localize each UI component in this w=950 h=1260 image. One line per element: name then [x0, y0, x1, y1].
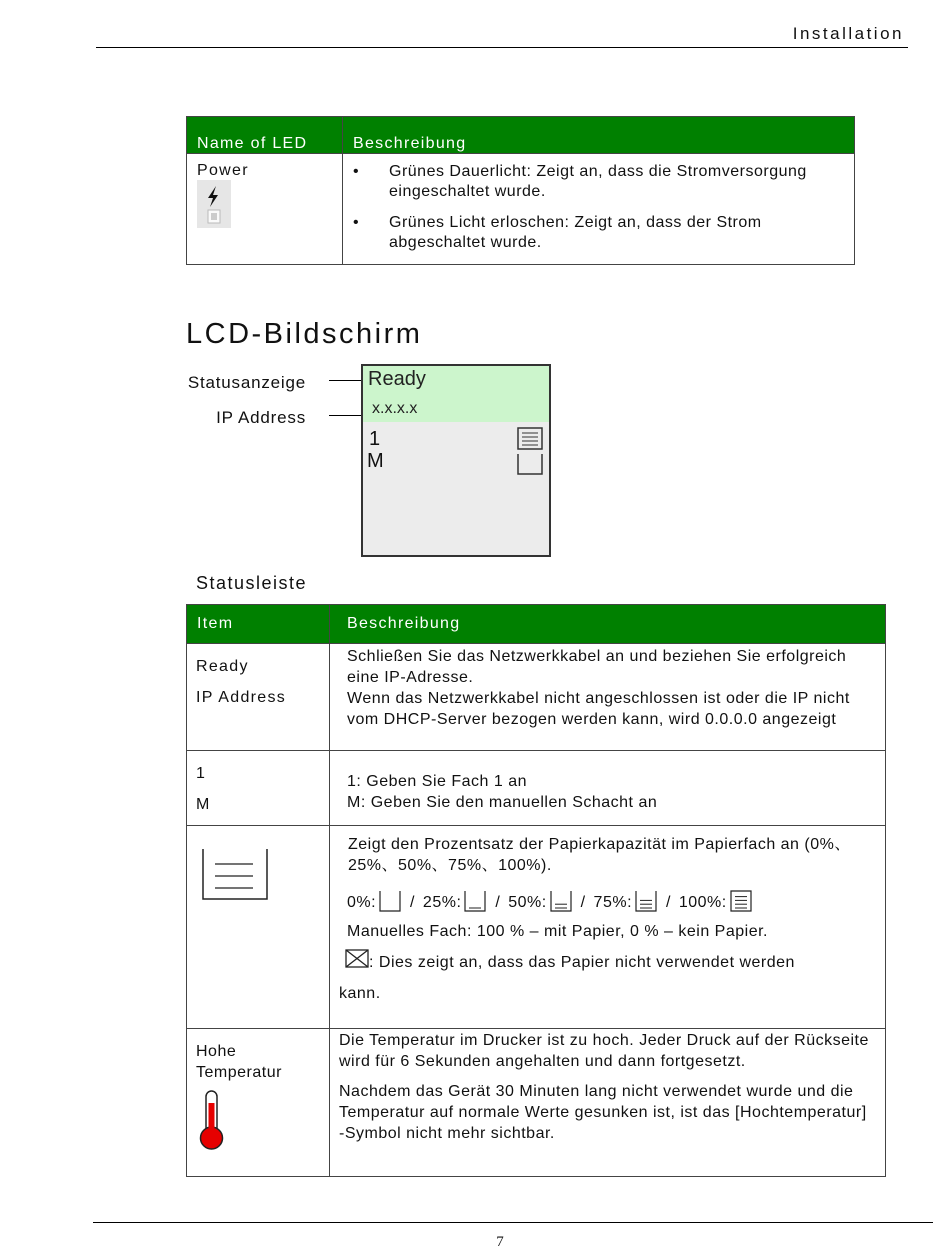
lcd-ip-text: x.x.x.x	[372, 400, 418, 417]
lcd-ready-text: Ready	[368, 368, 426, 390]
led-bullet-2: • Grünes Licht erloschen: Zeigt an, dass der Strom abgeschaltet wurde.	[353, 213, 844, 253]
lcd-screen	[361, 364, 551, 557]
lcd-callout-line-ip	[329, 415, 362, 416]
item-ready: Ready	[196, 658, 249, 675]
paper-tray-icon	[202, 848, 268, 900]
tray-level-icon	[729, 890, 753, 912]
desc-temp-a: Die Temperatur im Drucker ist zu hoch. Jeder Druck auf der Rückseite wird für 6 Sekunden angehalten und dann fortgesetzt.	[339, 1032, 869, 1070]
status-desc-cell	[330, 1029, 886, 1177]
header-rule	[96, 47, 908, 48]
lcd-label-status: Statusanzeige	[187, 373, 306, 392]
desc-ip: Wenn das Netzwerkkabel nicht angeschlossen ist oder die IP nicht vom DHCP-Server bezogen werden kann, wird 0.0.0.0 angezeigt	[347, 690, 850, 728]
status-item-cell	[187, 1029, 330, 1177]
status-item-cell	[187, 826, 330, 1029]
lcd-tray-full-icon	[518, 428, 542, 449]
status-table	[186, 604, 886, 1177]
page-number: 7	[496, 1234, 504, 1250]
lcd-callout-line-status	[329, 380, 362, 381]
thermometer-icon	[196, 1089, 230, 1153]
table-row	[187, 154, 855, 265]
lcd-tray-icons	[516, 426, 544, 478]
level-separator: /	[575, 894, 591, 911]
item-temp-a: Hohe	[196, 1043, 237, 1060]
status-col-desc-header: Beschreibung	[330, 605, 886, 644]
footer-rule	[93, 1222, 933, 1223]
power-led-icon	[197, 180, 231, 228]
level-separator: /	[661, 894, 676, 911]
level-label: 100%:	[678, 894, 727, 911]
level-separator: /	[490, 894, 506, 911]
led-name: Power	[197, 162, 249, 179]
section-title-lcd: LCD-Bildschirm	[186, 318, 423, 350]
desc-unusable-cont: kann.	[339, 985, 381, 1002]
led-col-name-header: Name of LED	[187, 117, 343, 154]
desc-paper-level: Zeigt den Prozentsatz der Papierkapazität im Papierfach an (0%、25%、50%、75%、100%).	[348, 836, 851, 874]
status-desc-cell	[330, 826, 886, 1029]
status-item-cell	[187, 751, 330, 826]
status-desc-cell	[330, 644, 886, 751]
item-tray-1: 1	[196, 765, 206, 782]
item-temp-b: Temperatur	[196, 1064, 282, 1081]
desc-manual-tray: Manuelles Fach: 100 % – mit Papier, 0 % – kein Papier.	[347, 923, 768, 940]
page-header-title: Installation	[792, 24, 904, 43]
lcd-manual-text: M	[367, 450, 384, 472]
desc-temp-b: Nachdem das Gerät 30 Minuten lang nicht verwendet wurde und die Temperatur auf normale Werte gesunken ist, ist das [Hochtemperatur] -Symbol nicht mehr sichtbar.	[339, 1083, 867, 1142]
led-table	[186, 116, 855, 265]
desc-unusable: : Dies zeigt an, dass das Papier nicht verwendet werden	[369, 954, 795, 971]
led-col-desc-header: Beschreibung	[343, 117, 855, 154]
section-title-status: Statusleiste	[196, 573, 308, 593]
led-desc-cell	[343, 154, 855, 265]
status-col-item-header: Item	[187, 605, 330, 644]
level-label: 75%:	[593, 894, 633, 911]
lcd-label-ip: IP Address	[216, 408, 306, 427]
no-paper-icon	[345, 949, 369, 969]
level-separator: /	[405, 894, 420, 911]
table-row	[187, 751, 886, 826]
level-label: 25%:	[422, 894, 462, 911]
tray-level-icon	[378, 890, 402, 912]
table-row	[187, 826, 886, 1029]
led-table-header	[187, 117, 855, 154]
level-label: 50%:	[508, 894, 547, 911]
tray-level-icon	[463, 890, 487, 912]
paper-level-legend	[339, 890, 877, 914]
desc-ready: Schließen Sie das Netzwerkkabel an und beziehen Sie erfolgreich eine IP-Adresse.	[347, 648, 847, 686]
led-bullet-1: • Grünes Dauerlicht: Zeigt an, dass die Stromversorgung eingeschaltet wurde.	[353, 162, 844, 202]
desc-tray-1: 1: Geben Sie Fach 1 an	[347, 773, 527, 790]
desc-manual: M: Geben Sie den manuellen Schacht an	[347, 794, 658, 811]
lcd-tray-empty-icon	[518, 454, 542, 474]
status-item-cell	[187, 644, 330, 751]
status-table-header	[187, 605, 886, 644]
unusable-line	[339, 949, 877, 973]
item-ip: IP Address	[196, 689, 287, 706]
table-row	[187, 644, 886, 751]
status-desc-cell	[330, 751, 886, 826]
led-name-cell	[187, 154, 343, 265]
tray-level-icon	[549, 890, 573, 912]
table-row	[187, 1029, 886, 1177]
tray-level-icon	[634, 890, 658, 912]
level-label: 0%:	[347, 894, 377, 911]
lcd-tray-text: 1	[369, 428, 381, 450]
item-manual: M	[196, 796, 210, 813]
